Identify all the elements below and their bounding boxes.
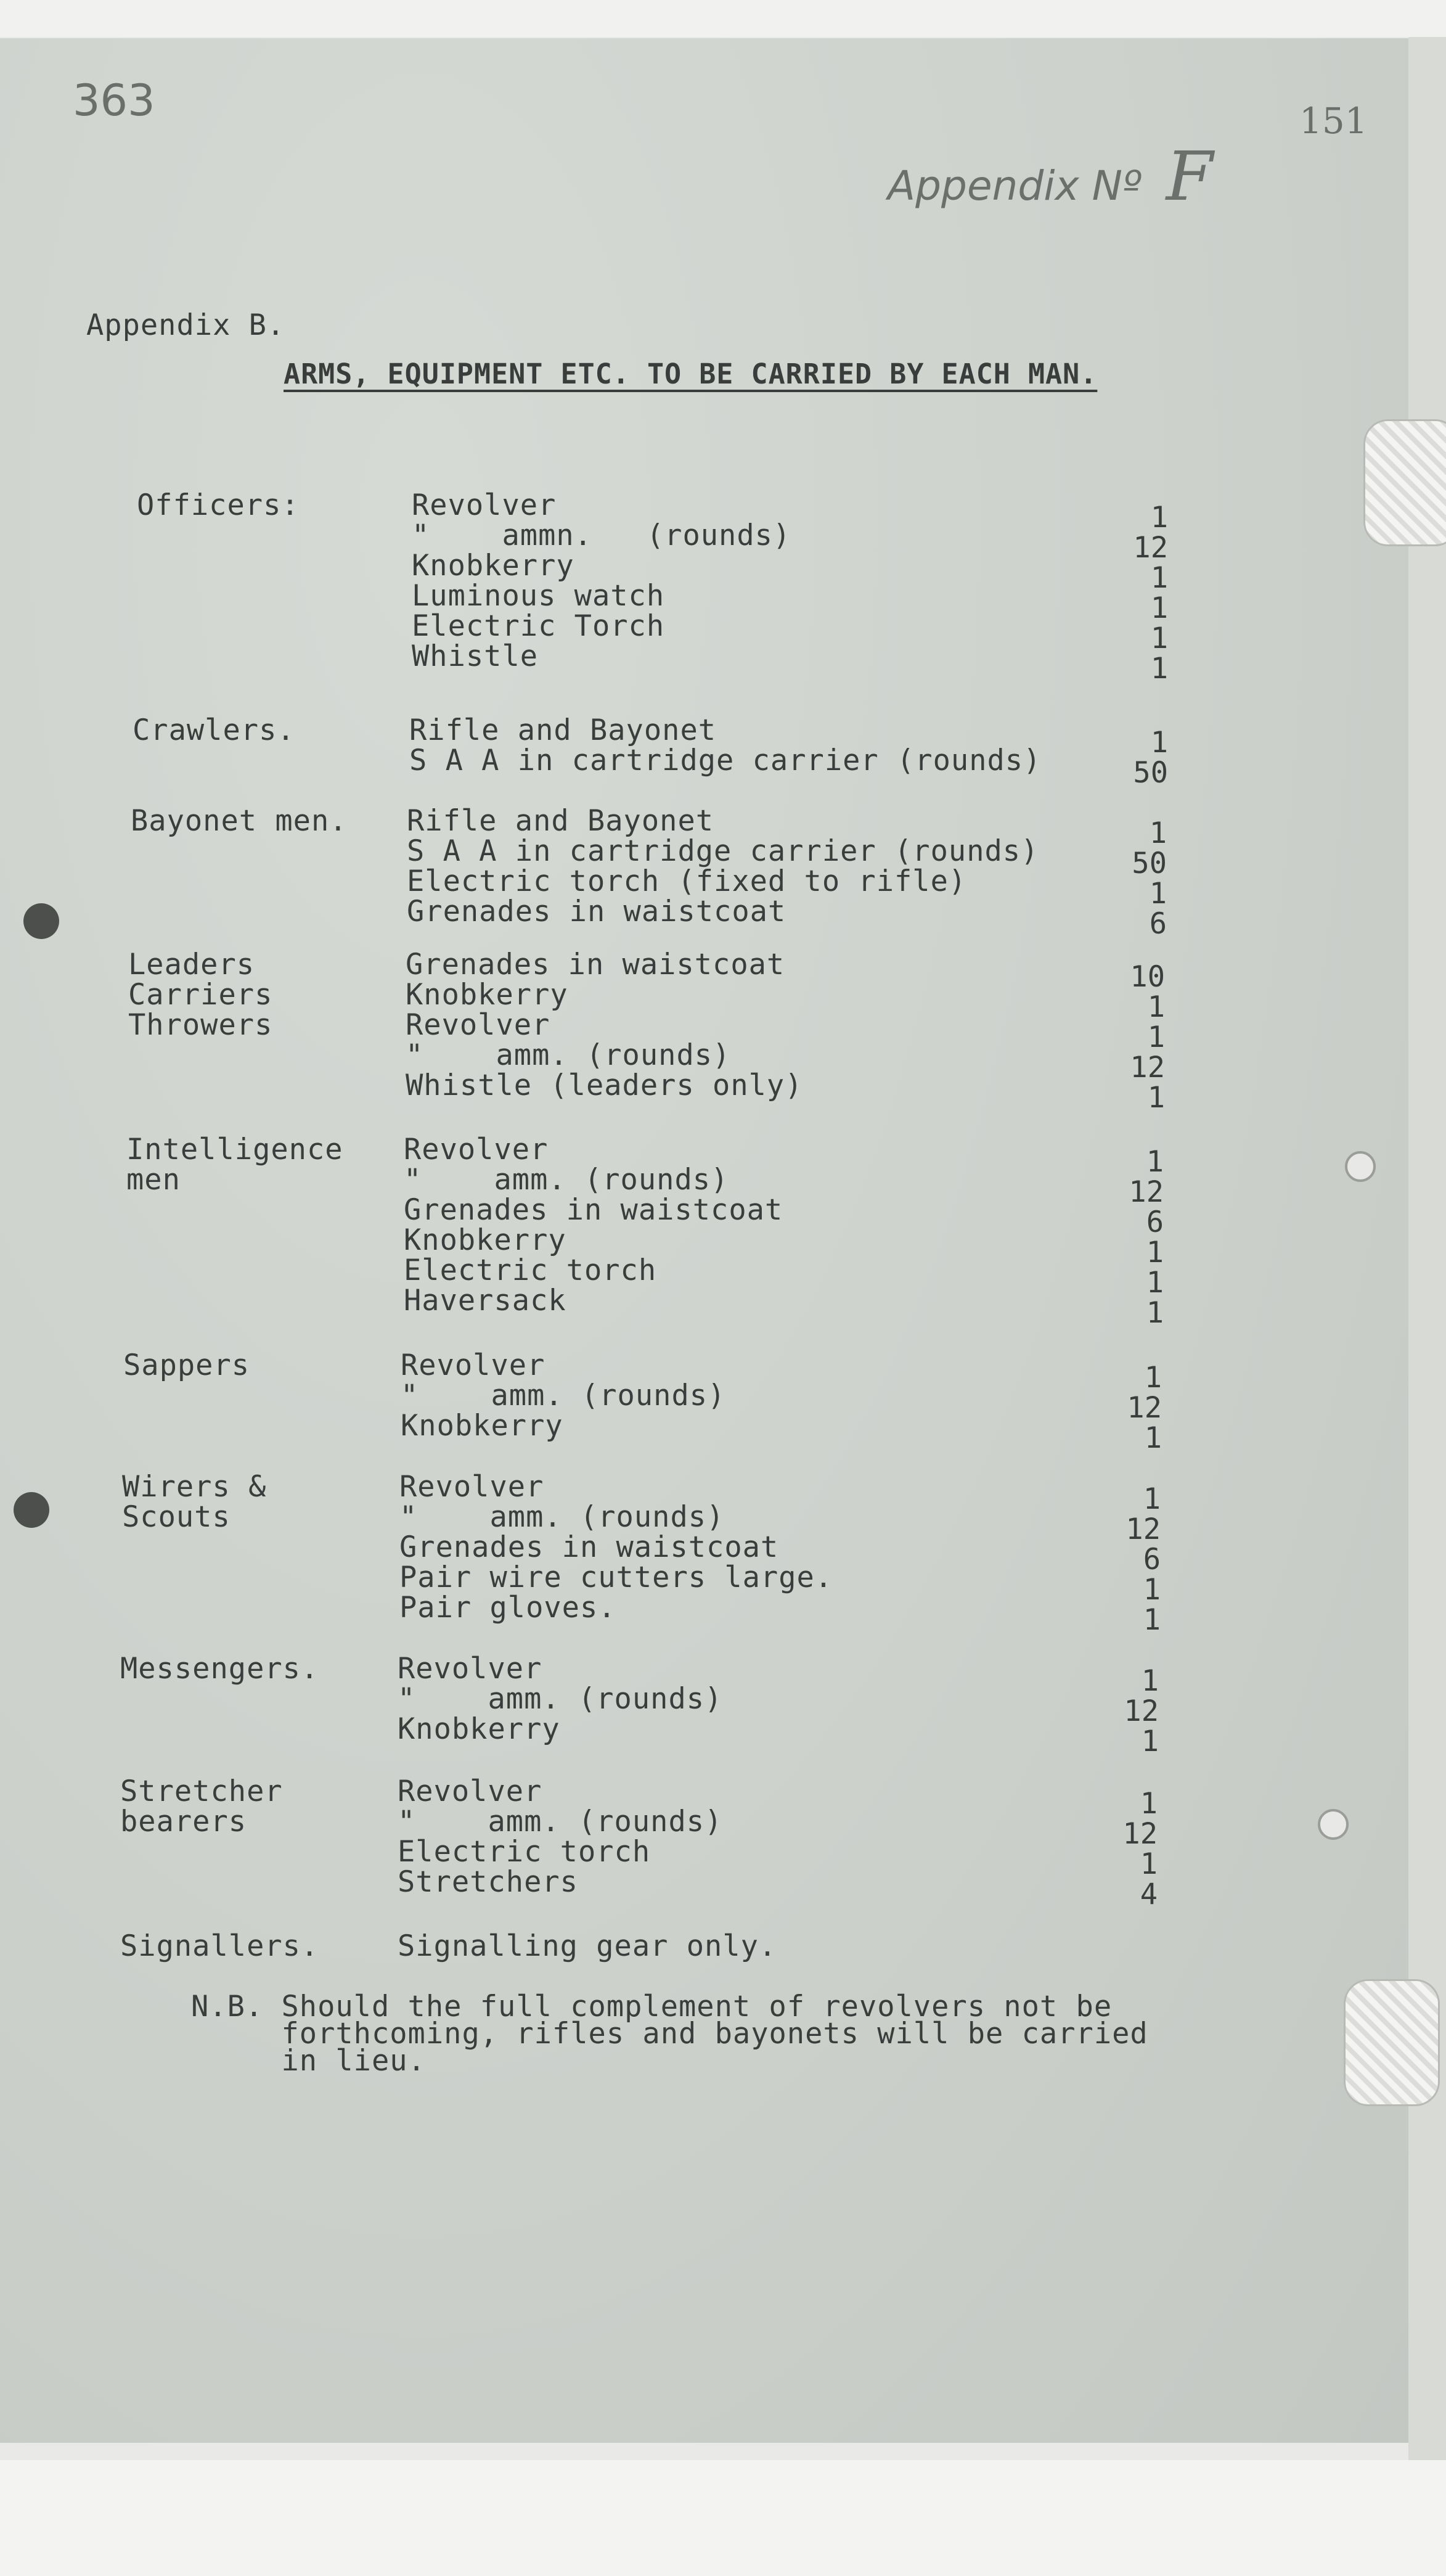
equipment-quantity: 1 (1147, 1081, 1165, 1115)
group-name-line: Messengers. (120, 1652, 319, 1686)
page-number: 151 (1299, 100, 1368, 142)
equipment-quantity: 50 (1133, 756, 1168, 790)
equipment-quantity: 1 (1150, 726, 1168, 760)
equipment-quantity: 50 (1132, 847, 1167, 880)
appendix-stamp (888, 137, 1213, 216)
equipment-item: Revolver (398, 1774, 542, 1808)
equipment-quantity: 1 (1141, 1725, 1159, 1758)
equipment-item: Knobkerry (406, 978, 568, 1012)
equipment-item: Electric torch (fixed to rifle) (407, 864, 967, 898)
equipment-item: Signalling gear only. (398, 1929, 777, 1963)
binder-tag (1344, 1979, 1440, 2106)
equipment-quantity: 1 (1143, 1482, 1161, 1516)
equipment-item: Rifle and Bayonet (407, 804, 714, 838)
note-line: forthcoming, rifles and bayonets will be carried (191, 2017, 1148, 2051)
binder-tag (1363, 419, 1446, 546)
equipment-item: Luminous watch (412, 579, 665, 613)
equipment-quantity: 12 (1122, 1817, 1158, 1851)
eyelet (1318, 1809, 1349, 1840)
scan-background-bottom (0, 2460, 1446, 2576)
equipment-item: Whistle (412, 639, 539, 673)
equipment-quantity: 6 (1149, 907, 1167, 941)
equipment-item: Revolver (406, 1008, 550, 1042)
equipment-item: Electric torch (404, 1253, 657, 1287)
equipment-quantity: 1 (1144, 1421, 1162, 1455)
group-name-line: Carriers (128, 978, 273, 1012)
equipment-item: " amm. (rounds) (399, 1500, 725, 1534)
equipment-quantity: 10 (1130, 960, 1165, 994)
equipment-quantity: 1 (1143, 1573, 1161, 1607)
group-name-line: Intelligence (126, 1133, 343, 1167)
equipment-item: S A A in cartridge carrier (rounds) (409, 744, 1042, 777)
group-name-line: Leaders (128, 948, 255, 982)
equipment-item: Haversack (404, 1284, 566, 1318)
equipment-item: Electric torch (398, 1835, 651, 1869)
equipment-item: Knobkerry (401, 1409, 563, 1443)
equipment-item: Pair wire cutters large. (399, 1561, 833, 1594)
equipment-item: " amm. (rounds) (401, 1379, 726, 1413)
equipment-quantity: 1 (1146, 1236, 1164, 1270)
equipment-item: " amm. (rounds) (406, 1038, 731, 1072)
equipment-quantity: 1 (1150, 621, 1168, 655)
equipment-quantity: 12 (1129, 1175, 1164, 1209)
appendix-letter: F (1166, 137, 1214, 216)
group-name-line: Sappers (123, 1348, 250, 1382)
equipment-item: Knobkerry (412, 549, 574, 583)
equipment-quantity: 12 (1125, 1512, 1161, 1546)
equipment-quantity: 1 (1150, 652, 1168, 686)
equipment-quantity: 1 (1147, 1020, 1165, 1054)
appendix-label: Appendix B. (86, 308, 285, 342)
equipment-item: Grenades in waistcoat (399, 1530, 779, 1564)
equipment-item: Stretchers (398, 1865, 578, 1899)
equipment-quantity: 4 (1140, 1877, 1158, 1911)
equipment-quantity: 1 (1147, 990, 1165, 1024)
equipment-item: Revolver (399, 1470, 544, 1504)
equipment-item: Grenades in waistcoat (406, 948, 785, 982)
equipment-quantity: 1 (1141, 1664, 1159, 1698)
equipment-item: Pair gloves. (399, 1591, 616, 1625)
equipment-quantity: 12 (1130, 1051, 1165, 1085)
equipment-item: Revolver (398, 1652, 542, 1686)
equipment-item: Knobkerry (398, 1712, 560, 1746)
equipment-item: Revolver (401, 1348, 545, 1382)
note-line: in lieu. (191, 2044, 426, 2078)
equipment-item: " amm. (rounds) (398, 1805, 723, 1839)
group-name-line: Crawlers. (133, 713, 295, 747)
appendix-stamp-label: Appendix Nº (888, 162, 1142, 210)
group-name-line: Officers: (137, 488, 300, 522)
punch-hole (23, 903, 59, 939)
equipment-quantity: 1 (1146, 1145, 1164, 1179)
equipment-item: Revolver (404, 1133, 549, 1167)
equipment-item: Electric Torch (412, 609, 665, 643)
equipment-quantity: 1 (1144, 1361, 1162, 1395)
equipment-item: " amm. (rounds) (404, 1163, 729, 1197)
equipment-item: Knobkerry (404, 1223, 566, 1257)
punch-hole (14, 1492, 49, 1528)
equipment-quantity: 12 (1124, 1694, 1159, 1728)
eyelet (1345, 1151, 1376, 1182)
group-name-line: Throwers (128, 1008, 273, 1042)
equipment-item: Rifle and Bayonet (409, 713, 717, 747)
equipment-quantity: 12 (1127, 1391, 1162, 1425)
document-page (0, 38, 1408, 2443)
equipment-quantity: 1 (1146, 1296, 1164, 1330)
equipment-quantity: 1 (1149, 816, 1167, 850)
equipment-item: Grenades in waistcoat (404, 1193, 783, 1227)
equipment-quantity: 1 (1143, 1603, 1161, 1637)
equipment-quantity: 1 (1150, 561, 1168, 595)
equipment-quantity: 1 (1150, 501, 1168, 535)
group-name-line: Stretcher (120, 1774, 283, 1808)
folio-number: 363 (73, 75, 155, 126)
equipment-item: S A A in cartridge carrier (rounds) (407, 834, 1039, 868)
equipment-quantity: 1 (1150, 591, 1168, 625)
note-line: N.B. Should the full complement of revolvers not be (191, 1990, 1113, 2024)
group-name-line: Bayonet men. (131, 804, 348, 838)
equipment-quantity: 1 (1146, 1266, 1164, 1300)
equipment-quantity: 1 (1140, 1787, 1158, 1821)
group-name-line: Scouts (122, 1500, 231, 1534)
equipment-quantity: 12 (1133, 531, 1168, 565)
equipment-quantity: 6 (1143, 1543, 1161, 1577)
scan-background-top (0, 0, 1446, 37)
group-name-line: bearers (120, 1805, 247, 1839)
equipment-item: Whistle (leaders only) (406, 1069, 803, 1102)
equipment-quantity: 1 (1149, 877, 1167, 911)
group-name-line: men (126, 1163, 181, 1197)
equipment-item: " amm. (rounds) (398, 1682, 723, 1716)
equipment-item: " ammn. (rounds) (412, 519, 791, 552)
equipment-item: Revolver (412, 488, 557, 522)
equipment-item: Grenades in waistcoat (407, 895, 786, 929)
equipment-quantity: 1 (1140, 1847, 1158, 1881)
document-title: ARMS, EQUIPMENT ETC. TO BE CARRIED BY EACH MAN. (284, 358, 1098, 390)
group-name-line: Wirers & (122, 1470, 267, 1504)
equipment-quantity: 6 (1146, 1205, 1164, 1239)
group-name-line: Signallers. (120, 1929, 319, 1963)
